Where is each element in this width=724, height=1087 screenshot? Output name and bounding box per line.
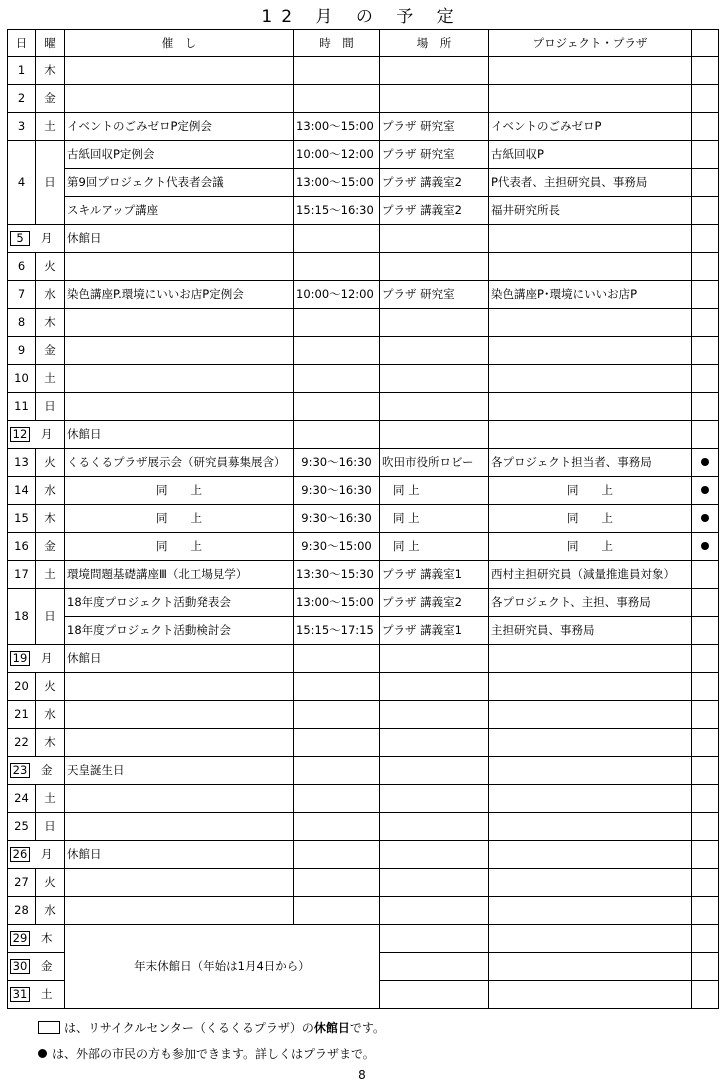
legend-dot-text: は、外部の市民の方も参加できます。詳しくはプラザまで。	[52, 1047, 375, 1061]
closed-day-box: 30	[10, 959, 30, 974]
event-cell: 同 上	[65, 477, 294, 505]
project-cell	[489, 757, 692, 785]
mark-cell	[692, 813, 719, 841]
event-cell	[65, 393, 294, 421]
mark-cell	[692, 785, 719, 813]
event-cell	[65, 813, 294, 841]
closed-day-cell	[8, 645, 65, 673]
weekday-label: 金	[40, 959, 53, 973]
weekday-label: 月	[40, 427, 53, 441]
day-cell: 22	[8, 729, 36, 757]
place-cell	[380, 225, 489, 253]
time-cell	[294, 85, 380, 113]
weekday-cell: 木	[36, 729, 65, 757]
table-row	[8, 897, 719, 925]
day-cell: 8	[8, 309, 36, 337]
header-day: 日	[8, 30, 36, 57]
weekday-cell: 日	[36, 393, 65, 421]
event-cell	[65, 253, 294, 281]
mark-cell	[692, 953, 719, 981]
project-cell	[489, 953, 692, 981]
time-cell	[294, 841, 380, 869]
mark-cell	[692, 673, 719, 701]
place-cell: プラザ 研究室	[380, 281, 489, 309]
closed-day-cell	[8, 981, 65, 1009]
project-cell	[489, 421, 692, 449]
public-dot-icon	[701, 486, 709, 494]
event-cell	[65, 869, 294, 897]
table-row	[8, 85, 719, 113]
place-cell: プラザ 講義室2	[380, 197, 489, 225]
event-cell: 休館日	[65, 421, 294, 449]
project-cell: 各プロジェクト、主担、事務局	[489, 589, 692, 617]
time-cell	[294, 57, 380, 85]
day-cell: 24	[8, 785, 36, 813]
table-row	[8, 477, 719, 505]
project-cell: 染色講座P･環境にいいお店P	[489, 281, 692, 309]
mark-cell	[692, 309, 719, 337]
project-cell	[489, 841, 692, 869]
weekday-cell: 木	[36, 309, 65, 337]
table-row	[8, 57, 719, 85]
time-cell: 15:15〜17:15	[294, 617, 380, 645]
weekday-cell: 火	[36, 449, 65, 477]
weekday-cell: 金	[36, 85, 65, 113]
public-dot-icon	[701, 514, 709, 522]
day-cell: 20	[8, 673, 36, 701]
place-cell	[380, 981, 489, 1009]
place-cell	[380, 253, 489, 281]
time-cell	[294, 701, 380, 729]
weekday-cell: 日	[36, 141, 65, 225]
place-cell	[380, 505, 489, 533]
closed-day-cell	[8, 421, 65, 449]
header-event: 催 し	[65, 30, 294, 57]
closed-day-box: 23	[10, 763, 30, 778]
time-cell	[294, 365, 380, 393]
weekday-cell: 日	[36, 589, 65, 645]
event-cell: 同 上	[65, 533, 294, 561]
project-cell	[489, 309, 692, 337]
day-cell: 13	[8, 449, 36, 477]
weekday-label: 土	[40, 987, 53, 1001]
time-cell	[294, 785, 380, 813]
place-cell	[380, 477, 489, 505]
project-cell	[489, 729, 692, 757]
table-row	[8, 197, 719, 225]
time-cell	[294, 729, 380, 757]
closed-day-box: 31	[10, 987, 30, 1002]
project-cell: 古紙回収P	[489, 141, 692, 169]
time-cell: 13:00〜15:00	[294, 589, 380, 617]
event-cell: 18年度プロジェクト活動検討会	[65, 617, 294, 645]
closed-day-cell	[8, 925, 65, 953]
day-cell: 28	[8, 897, 36, 925]
table-row	[8, 785, 719, 813]
weekday-cell: 水	[36, 281, 65, 309]
page-number: 8	[358, 1068, 366, 1082]
table-row	[8, 841, 719, 869]
place-cell	[380, 393, 489, 421]
table-row	[8, 337, 719, 365]
time-cell	[294, 309, 380, 337]
event-cell	[65, 365, 294, 393]
place-cell	[380, 869, 489, 897]
place-cell	[380, 729, 489, 757]
day-cell: 14	[8, 477, 36, 505]
header-project: プロジェクト・プラザ	[489, 30, 692, 57]
event-cell	[65, 897, 294, 925]
mark-cell	[692, 617, 719, 645]
weekday-cell: 木	[36, 57, 65, 85]
filled-circle-icon	[38, 1049, 47, 1058]
closed-day-box: 5	[10, 231, 30, 246]
project-cell: 福井研究所長	[489, 197, 692, 225]
table-row	[8, 225, 719, 253]
place-cell	[380, 365, 489, 393]
place-cell: プラザ 講義室1	[380, 617, 489, 645]
day-cell: 17	[8, 561, 36, 589]
weekday-cell: 金	[36, 533, 65, 561]
time-cell	[294, 869, 380, 897]
project-cell	[489, 813, 692, 841]
time-cell	[294, 757, 380, 785]
mark-cell	[692, 477, 719, 505]
page-title: 12 月 の 予 定	[261, 7, 463, 27]
project-cell	[489, 337, 692, 365]
table-row	[8, 869, 719, 897]
time-cell	[294, 813, 380, 841]
place-cell	[380, 673, 489, 701]
closed-day-box-icon	[38, 1021, 60, 1034]
project-cell	[489, 225, 692, 253]
place-cell: プラザ 講義室2	[380, 169, 489, 197]
time-cell	[294, 673, 380, 701]
header-weekday: 曜	[36, 30, 65, 57]
table-row	[8, 729, 719, 757]
closed-day-cell	[8, 757, 65, 785]
weekday-label: 月	[40, 651, 53, 665]
event-cell	[65, 85, 294, 113]
mark-cell	[692, 897, 719, 925]
day-cell: 10	[8, 365, 36, 393]
event-cell: スキルアップ講座	[65, 197, 294, 225]
table-row	[8, 449, 719, 477]
day-cell: 18	[8, 589, 36, 645]
event-cell	[65, 729, 294, 757]
table-row	[8, 281, 719, 309]
weekday-cell: 火	[36, 673, 65, 701]
weekday-cell: 火	[36, 869, 65, 897]
mark-cell	[692, 393, 719, 421]
mark-cell	[692, 365, 719, 393]
mark-cell	[692, 589, 719, 617]
closed-day-cell	[8, 225, 65, 253]
time-cell: 13:00〜15:00	[294, 169, 380, 197]
place-cell	[380, 841, 489, 869]
time-cell: 9:30〜16:30	[294, 449, 380, 477]
event-cell: 休館日	[65, 645, 294, 673]
event-cell	[65, 337, 294, 365]
project-cell	[489, 673, 692, 701]
event-cell: 同 上	[65, 505, 294, 533]
project-cell	[489, 981, 692, 1009]
time-cell: 10:00〜12:00	[294, 141, 380, 169]
event-cell: 休館日	[65, 225, 294, 253]
event-cell: 染色講座P.環境にいいお店P定例会	[65, 281, 294, 309]
mark-cell	[692, 869, 719, 897]
weekday-cell: 金	[36, 337, 65, 365]
event-cell: 環境問題基礎講座Ⅲ（北工場見学）	[65, 561, 294, 589]
closed-day-box: 19	[10, 651, 30, 666]
place-text: 同 上	[392, 511, 420, 525]
project-cell: 各プロジェクト担当者、事務局	[489, 449, 692, 477]
day-cell: 2	[8, 85, 36, 113]
day-cell: 6	[8, 253, 36, 281]
event-cell: 天皇誕生日	[65, 757, 294, 785]
project-cell	[489, 701, 692, 729]
time-cell	[294, 225, 380, 253]
day-cell: 16	[8, 533, 36, 561]
place-cell	[380, 645, 489, 673]
table-row	[8, 645, 719, 673]
event-cell	[65, 701, 294, 729]
table-row	[8, 701, 719, 729]
mark-cell	[692, 505, 719, 533]
weekday-label: 月	[40, 231, 53, 245]
day-cell: 25	[8, 813, 36, 841]
project-cell	[489, 897, 692, 925]
project-cell	[489, 365, 692, 393]
place-cell	[380, 757, 489, 785]
mark-cell	[692, 281, 719, 309]
table-row	[8, 925, 719, 953]
mark-cell	[692, 57, 719, 85]
header-row	[8, 30, 719, 57]
weekday-cell: 水	[36, 477, 65, 505]
mark-cell	[692, 197, 719, 225]
closed-day-cell	[8, 841, 65, 869]
day-cell: 3	[8, 113, 36, 141]
time-cell: 9:30〜15:00	[294, 533, 380, 561]
place-cell	[380, 533, 489, 561]
header-place: 場 所	[380, 30, 489, 57]
public-dot-icon	[701, 458, 709, 466]
day-cell: 15	[8, 505, 36, 533]
event-cell	[65, 785, 294, 813]
weekday-cell: 水	[36, 701, 65, 729]
day-cell: 27	[8, 869, 36, 897]
mark-cell	[692, 925, 719, 953]
table-row	[8, 253, 719, 281]
place-text: 同 上	[392, 539, 420, 553]
project-cell: 同 上	[489, 533, 692, 561]
closed-day-cell	[8, 953, 65, 981]
mark-cell	[692, 701, 719, 729]
header-time: 時 間	[294, 30, 380, 57]
place-cell: プラザ 研究室	[380, 141, 489, 169]
mark-cell	[692, 141, 719, 169]
weekday-cell: 土	[36, 561, 65, 589]
mark-cell	[692, 85, 719, 113]
table-row	[8, 421, 719, 449]
day-cell: 1	[8, 57, 36, 85]
weekday-cell: 水	[36, 897, 65, 925]
table-row	[8, 561, 719, 589]
legend-box-text-post: です。	[349, 1021, 385, 1035]
place-cell	[380, 813, 489, 841]
time-cell	[294, 253, 380, 281]
table-row	[8, 757, 719, 785]
project-cell: 同 上	[489, 505, 692, 533]
event-cell	[65, 57, 294, 85]
year-end-closure-cell: 年末休館日（年始は1月4日から）	[65, 925, 380, 1009]
project-cell: 主担研究員、事務局	[489, 617, 692, 645]
event-cell: イベントのごみゼロP定例会	[65, 113, 294, 141]
place-cell	[380, 897, 489, 925]
closed-day-box: 12	[10, 427, 30, 442]
place-cell: プラザ 講義室1	[380, 561, 489, 589]
place-cell	[380, 57, 489, 85]
legend-closed-day	[38, 1019, 385, 1036]
project-cell	[489, 57, 692, 85]
place-cell	[380, 925, 489, 953]
time-cell: 13:30〜15:30	[294, 561, 380, 589]
table-row	[8, 589, 719, 617]
project-cell: イベントのごみゼロP	[489, 113, 692, 141]
project-cell	[489, 869, 692, 897]
event-cell: 第9回プロジェクト代表者会議	[65, 169, 294, 197]
place-cell	[380, 85, 489, 113]
mark-cell	[692, 729, 719, 757]
weekday-label: 木	[40, 931, 53, 945]
table-row	[8, 617, 719, 645]
time-cell: 13:00〜15:00	[294, 113, 380, 141]
time-cell	[294, 645, 380, 673]
place-cell: プラザ 研究室	[380, 113, 489, 141]
weekday-cell: 火	[36, 253, 65, 281]
closed-day-box: 29	[10, 931, 30, 946]
mark-cell	[692, 225, 719, 253]
event-cell	[65, 673, 294, 701]
table-row	[8, 113, 719, 141]
weekday-cell: 木	[36, 505, 65, 533]
place-cell	[380, 421, 489, 449]
schedule-table	[7, 29, 719, 1009]
weekday-label: 月	[40, 847, 53, 861]
weekday-label: 金	[40, 763, 53, 777]
project-cell: P代表者、主担研究員、事務局	[489, 169, 692, 197]
project-cell	[489, 785, 692, 813]
table-row	[8, 533, 719, 561]
day-cell: 9	[8, 337, 36, 365]
table-row	[8, 141, 719, 169]
public-dot-icon	[701, 542, 709, 550]
time-cell	[294, 393, 380, 421]
time-cell	[294, 421, 380, 449]
table-row	[8, 673, 719, 701]
time-cell: 9:30〜16:30	[294, 505, 380, 533]
legend-box-text-pre: は、リサイクルセンター（くるくるプラザ）の	[64, 1021, 314, 1035]
place-cell	[380, 337, 489, 365]
time-cell	[294, 897, 380, 925]
weekday-cell: 日	[36, 813, 65, 841]
place-cell	[380, 953, 489, 981]
mark-cell	[692, 337, 719, 365]
place-cell	[380, 701, 489, 729]
event-cell: 18年度プロジェクト活動発表会	[65, 589, 294, 617]
legend-box-text-bold: 休館日	[313, 1021, 350, 1035]
table-row	[8, 505, 719, 533]
time-cell: 15:15〜16:30	[294, 197, 380, 225]
header-blank	[692, 30, 719, 57]
place-cell	[380, 309, 489, 337]
mark-cell	[692, 841, 719, 869]
mark-cell	[692, 449, 719, 477]
weekday-cell: 土	[36, 113, 65, 141]
weekday-cell: 土	[36, 785, 65, 813]
time-cell	[294, 337, 380, 365]
project-cell	[489, 925, 692, 953]
table-row	[8, 365, 719, 393]
time-cell: 10:00〜12:00	[294, 281, 380, 309]
day-cell: 7	[8, 281, 36, 309]
day-cell: 4	[8, 141, 36, 225]
place-cell: 吹田市役所ロビー	[380, 449, 489, 477]
project-cell: 西村主担研究員（減量推進員対象）	[489, 561, 692, 589]
event-cell: くるくるプラザ展示会（研究員募集展含）	[65, 449, 294, 477]
mark-cell	[692, 561, 719, 589]
mark-cell	[692, 533, 719, 561]
mark-cell	[692, 757, 719, 785]
place-text: 同 上	[392, 483, 420, 497]
day-cell: 11	[8, 393, 36, 421]
time-cell: 9:30〜16:30	[294, 477, 380, 505]
closed-day-box: 26	[10, 847, 30, 862]
table-row	[8, 393, 719, 421]
mark-cell	[692, 421, 719, 449]
mark-cell	[692, 645, 719, 673]
event-cell: 古紙回収P定例会	[65, 141, 294, 169]
project-cell: 同 上	[489, 477, 692, 505]
table-row	[8, 813, 719, 841]
event-cell: 休館日	[65, 841, 294, 869]
mark-cell	[692, 169, 719, 197]
mark-cell	[692, 113, 719, 141]
project-cell	[489, 253, 692, 281]
project-cell	[489, 85, 692, 113]
table-row	[8, 309, 719, 337]
project-cell	[489, 645, 692, 673]
place-cell	[380, 785, 489, 813]
project-cell	[489, 393, 692, 421]
place-cell: プラザ 講義室2	[380, 589, 489, 617]
table-row	[8, 169, 719, 197]
legend-public-event	[38, 1045, 375, 1062]
event-cell	[65, 309, 294, 337]
day-cell: 21	[8, 701, 36, 729]
weekday-cell: 土	[36, 365, 65, 393]
mark-cell	[692, 253, 719, 281]
mark-cell	[692, 981, 719, 1009]
